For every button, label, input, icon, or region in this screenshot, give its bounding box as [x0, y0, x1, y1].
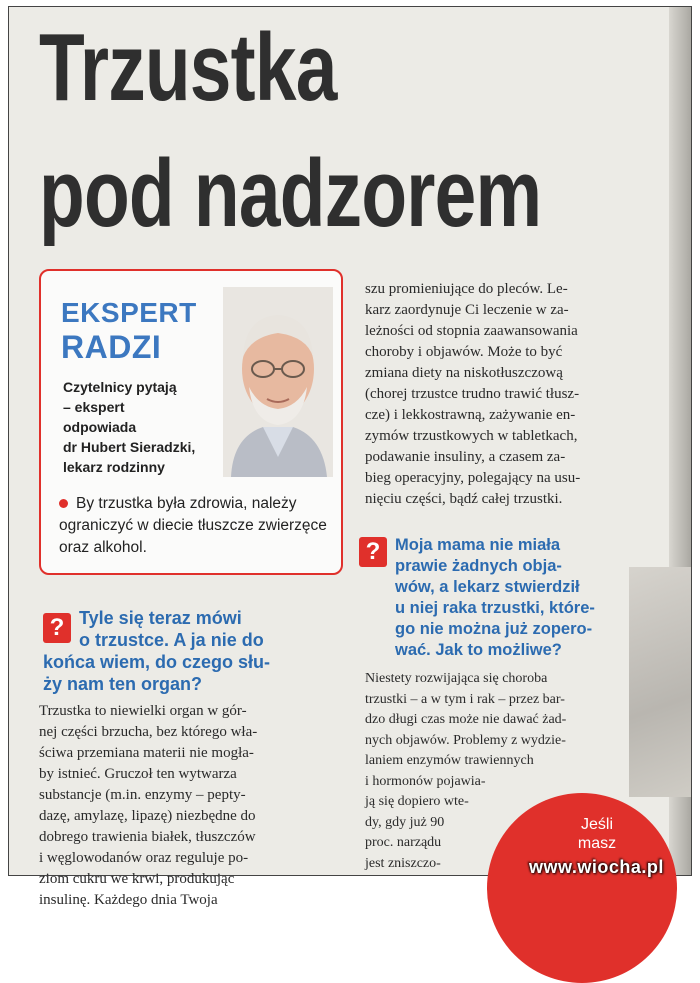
question-line: Tyle się teraz mówi — [79, 608, 242, 628]
answer-1-text — [39, 701, 335, 890]
expert-tip-text: By trzustka była zdrowia, należy ograniczyć w diecie tłuszcze zwierzęce oraz alkohol. — [59, 495, 327, 556]
question-line: u niej raka trzustki, które- — [395, 599, 595, 617]
question-2 — [395, 535, 651, 661]
text-line: substancje (m.in. enzymy – pepty- — [39, 787, 246, 803]
text-line: nych objawów. Problemy z wydzie- — [365, 732, 566, 748]
question-1 — [43, 607, 355, 695]
expert-heading-line-2: RADZI — [61, 329, 162, 365]
text-line: ziom cukru we krwi, produkując — [39, 871, 235, 887]
question-line: ży nam ten organ? — [43, 674, 203, 694]
intro-line: dr Hubert Sieradzki, — [63, 439, 196, 455]
intro-line: – ekspert — [63, 399, 125, 415]
expert-tip — [59, 493, 329, 559]
text-line: dzo długi czas może nie dawać żad- — [365, 712, 567, 727]
intro-line: odpowiada — [63, 419, 137, 435]
text-line: Trzustka to niewielki organ w gór- — [39, 703, 247, 719]
text-line: leżności od stopnia zaawansowania — [365, 323, 578, 339]
text-line: jest zniszczo- — [365, 855, 441, 871]
teaser-line: masz — [577, 835, 617, 852]
text-line: nięciu części, bądź całej trzustki. — [365, 491, 563, 507]
question-line: prawie żadnych obja- — [395, 557, 562, 575]
side-photo-fragment — [629, 567, 691, 797]
question-mark-icon: ? — [359, 537, 387, 567]
text-line: dobrego trawienia białek, tłuszczów — [39, 829, 256, 845]
question-line: o trzustce. A ja nie do — [79, 630, 264, 650]
text-line: laniem enzymów trawiennych — [365, 753, 534, 768]
teaser-text — [537, 815, 657, 853]
expert-intro — [63, 377, 221, 477]
red-bullet-icon — [59, 499, 68, 508]
text-line: proc. narządu — [365, 835, 442, 850]
expert-advice-box — [39, 269, 343, 575]
text-line: podawanie insuliny, a czasem za- — [365, 449, 566, 465]
expert-heading-line-1: EKSPERT — [61, 297, 197, 328]
site-watermark: www.wiocha.pl — [529, 857, 664, 877]
text-line: bieg operacyjny, polegający na usu- — [365, 470, 581, 486]
question-line: końca wiem, do czego słu- — [43, 652, 271, 672]
headline-line-2: pod nadzorem — [39, 140, 542, 247]
text-line: trzustki – a w tym i rak – przez bar- — [365, 691, 565, 707]
text-line: insulinę. Każdego dnia Twoja — [39, 892, 218, 908]
question-line: wów, a lekarz stwierdził — [395, 578, 580, 596]
question-line: Moja mama nie miała — [395, 536, 561, 554]
intro-line: Czytelnicy pytają — [63, 379, 177, 395]
text-line: nej części brzucha, bez którego wła- — [39, 724, 258, 740]
answer-1-overflow — [39, 890, 335, 911]
text-line: Niestety rozwijająca się choroba — [365, 671, 548, 686]
text-line: i hormonów pojawia- — [365, 773, 486, 789]
text-line: zymów trzustkowych w tabletkach, — [365, 428, 578, 444]
text-line: karz zaordynuje Ci leczenie w za- — [365, 302, 569, 318]
text-line: dy, gdy już 90 — [365, 814, 445, 830]
right-column-text — [365, 279, 655, 510]
text-line: by istnieć. Gruczoł ten wytwarza — [39, 766, 237, 782]
teaser-line: Jeśli — [580, 816, 613, 833]
question-mark-icon: ? — [43, 613, 71, 643]
text-line: zmiana diety na niskotłuszczową — [365, 365, 563, 381]
newspaper-page — [8, 6, 692, 908]
expert-portrait-photo — [223, 287, 333, 477]
text-line: (chorej trzustce trudno trawić tłusz- — [365, 386, 580, 402]
text-line: ściwa przemiana materii nie mogła- — [39, 745, 254, 761]
intro-line: lekarz rodzinny — [63, 459, 165, 475]
text-line: choroby i objawów. Może to być — [365, 344, 563, 360]
text-line: i węglowodanów oraz reguluje po- — [39, 850, 249, 866]
question-line: go nie można już zopero- — [395, 620, 593, 638]
headline-line-1: Trzustka — [39, 14, 337, 121]
text-line: ją się dopiero wte- — [365, 794, 469, 809]
text-line: cze) i lekkostrawną, zażywanie en- — [365, 407, 576, 423]
text-line: szu promieniujące do pleców. Le- — [365, 281, 568, 297]
text-line: dazę, amylazę, lipazę) niezbędne do — [39, 808, 256, 824]
question-line: wać. Jak to możliwe? — [395, 641, 562, 659]
